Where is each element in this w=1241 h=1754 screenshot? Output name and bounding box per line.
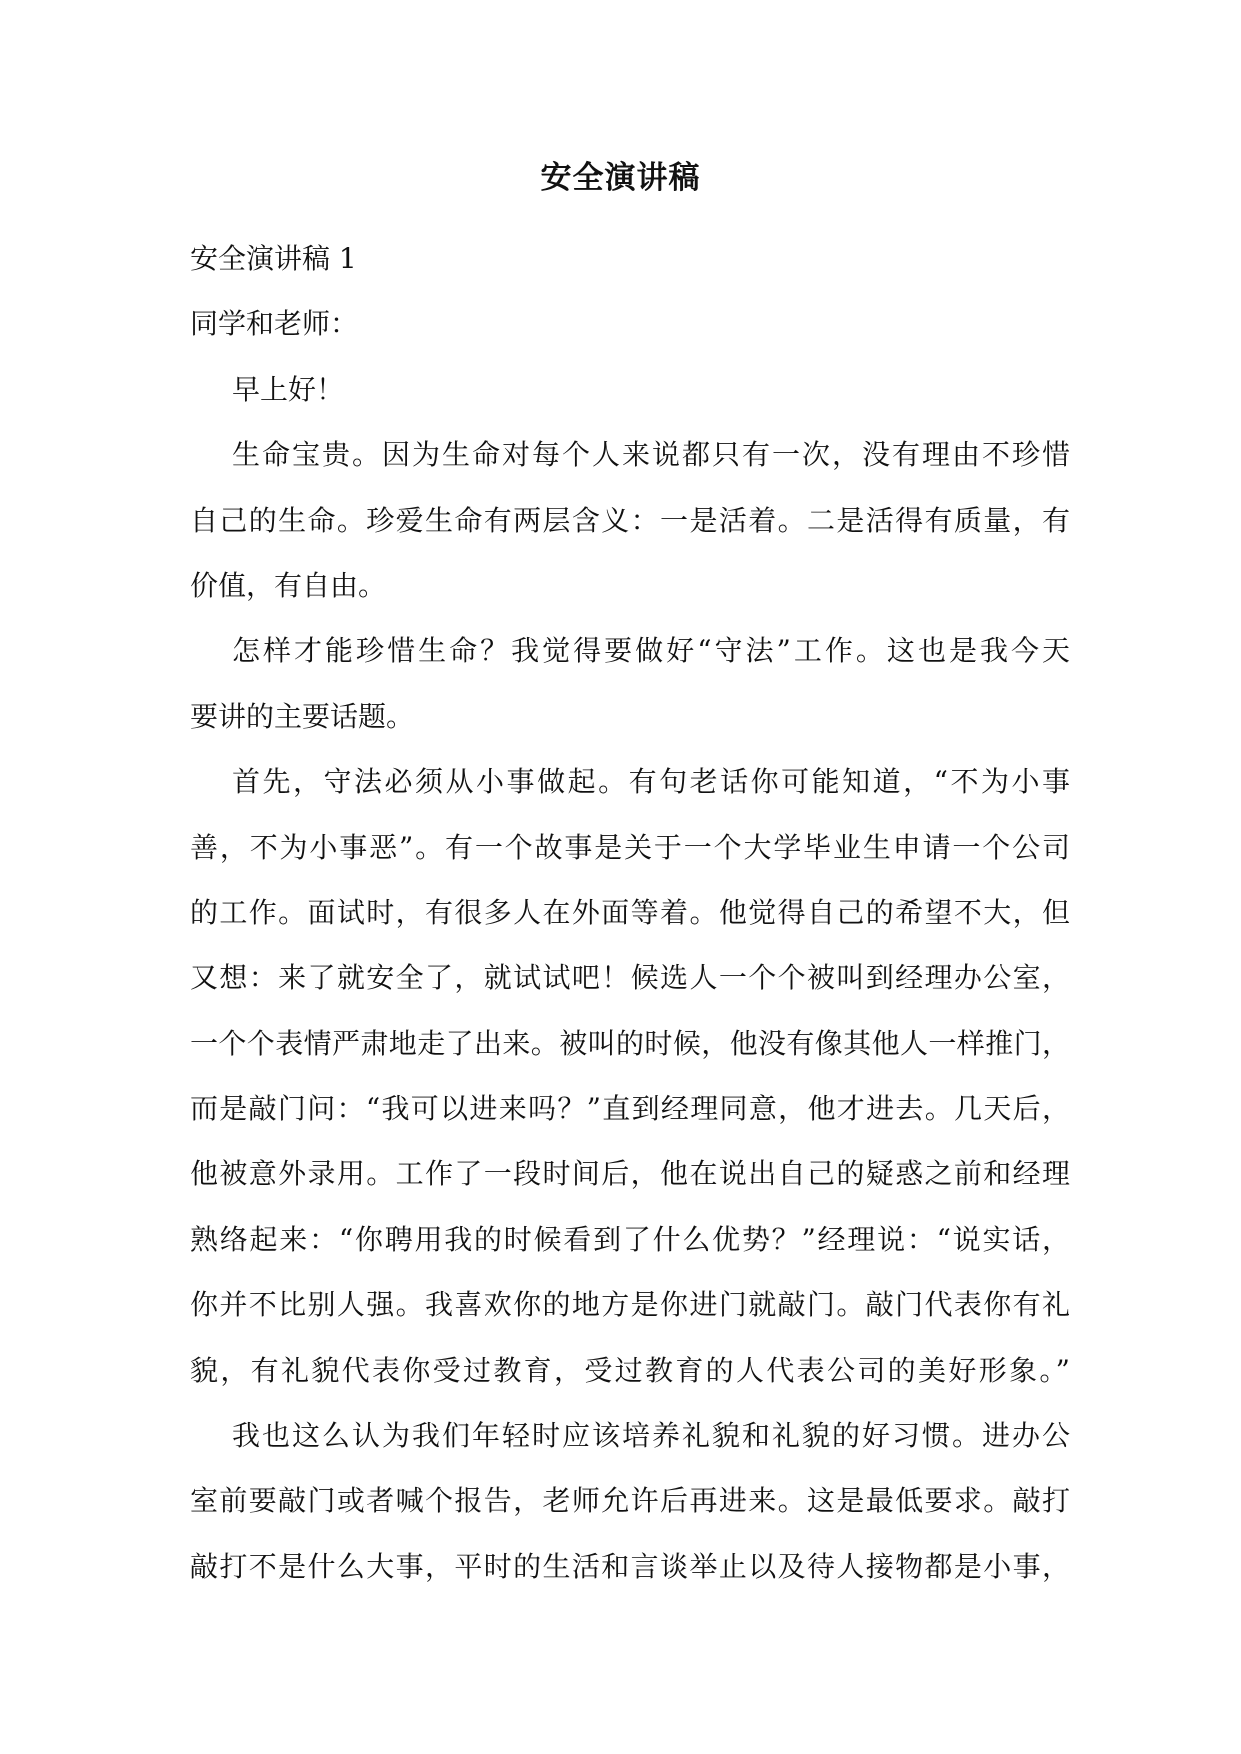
text-line: 善，不为小事恶”。有一个故事是关于一个大学毕业生申请一个公司	[190, 830, 1070, 864]
text-line: 早上好！	[232, 372, 345, 406]
text-line: 熟络起来：“你聘用我的时候看到了什么优势？”经理说：“说实话，	[190, 1222, 1070, 1256]
text-line: 你并不比别人强。我喜欢你的地方是你进门就敲门。敲门代表你有礼	[190, 1288, 1070, 1322]
text-line: 同学和老师：	[190, 307, 359, 341]
text-line: 首先，守法必须从小事做起。有句老话你可能知道，“不为小事	[232, 765, 1070, 799]
text-line: 要讲的主要话题。	[190, 699, 415, 733]
text-line: 的工作。面试时，有很多人在外面等着。他觉得自己的希望不大，但	[190, 895, 1070, 929]
document-body	[190, 226, 1070, 1599]
text-line: 我也这么认为我们年轻时应该培养礼貌和礼貌的好习惯。进办公	[232, 1419, 1070, 1453]
text-line: 怎样才能珍惜生命？我觉得要做好“守法”工作。这也是我今天	[232, 634, 1070, 668]
text-line: 自己的生命。珍爱生命有两层含义：一是活着。二是活得有质量，有	[190, 503, 1070, 537]
text-line: 又想：来了就安全了，就试试吧！候选人一个个被叫到经理办公室，	[190, 961, 1070, 995]
text-line: 一个个表情严肃地走了出来。被叫的时候，他没有像其他人一样推门，	[190, 1026, 1070, 1060]
text-line: 价值，有自由。	[190, 568, 387, 602]
text-line: 室前要敲门或者喊个报告，老师允许后再进来。这是最低要求。敲打	[190, 1484, 1070, 1518]
text-line: 敲打不是什么大事，平时的生活和言谈举止以及待人接物都是小事，	[190, 1549, 1070, 1583]
text-line: 貌，有礼貌代表你受过教育，受过教育的人代表公司的美好形象。”	[190, 1353, 1070, 1387]
page-title: 安全演讲稿	[540, 160, 701, 196]
text-line: 安全演讲稿 1	[190, 242, 357, 275]
text-line: 生命宝贵。因为生命对每个人来说都只有一次，没有理由不珍惜	[232, 438, 1070, 472]
text-line: 他被意外录用。工作了一段时间后，他在说出自己的疑惑之前和经理	[190, 1157, 1070, 1191]
text-line: 而是敲门问：“我可以进来吗？”直到经理同意，他才进去。几天后，	[190, 1092, 1070, 1126]
